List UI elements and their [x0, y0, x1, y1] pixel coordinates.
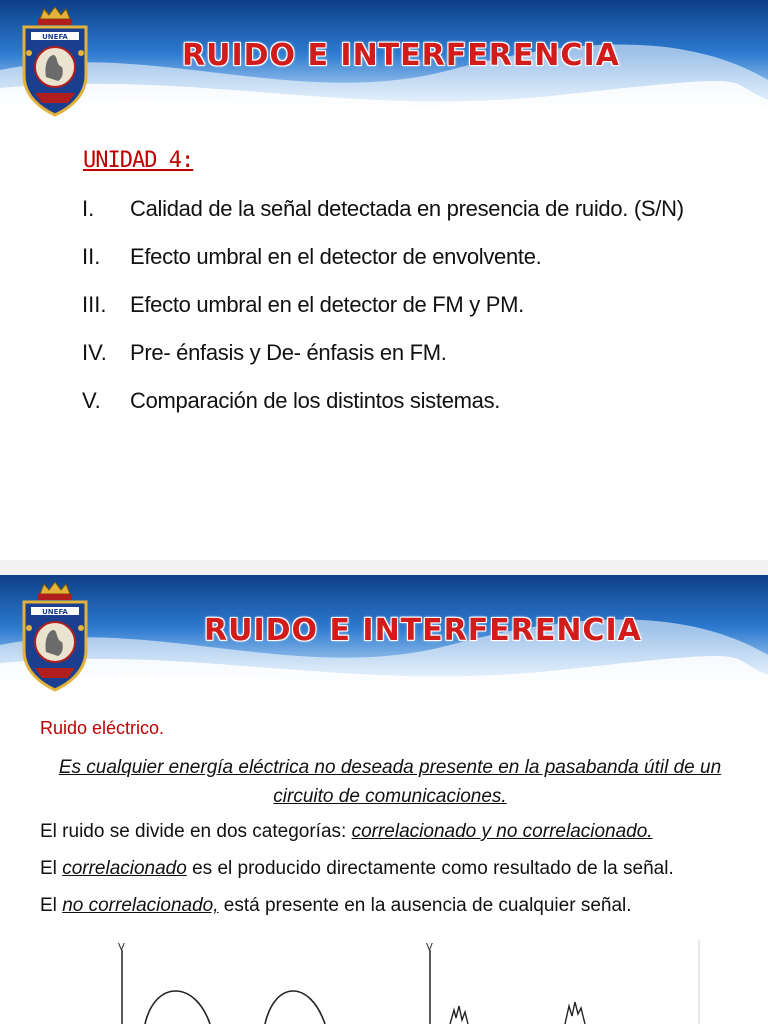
page-separator: [0, 560, 768, 575]
emphasis-text: correlacionado: [62, 858, 187, 879]
right-axis-label: V: [426, 942, 433, 953]
left-axis-label: V: [118, 942, 125, 953]
definition-text: Es cualquier energía eléctrica no deseada presente en la pasabanda útil de un circuito de comunicaciones.: [58, 757, 722, 807]
noise-waveform-figure: [100, 940, 720, 1024]
svg-text:UNEFA: UNEFA: [42, 608, 68, 616]
slide-title: RUIDO E INTERFERENCIA: [204, 613, 642, 648]
item-number: V.: [82, 388, 101, 413]
item-text: Calidad de la señal detectada en presencia de ruido. (S/N): [130, 196, 684, 221]
list-item: [82, 340, 684, 388]
list-item: [82, 388, 684, 436]
line-text: es el producido directamente como resultado de la señal.: [186, 858, 674, 879]
uncorrelated-line: [40, 895, 632, 917]
correlated-line: [40, 858, 674, 880]
line-text: El: [40, 858, 63, 879]
list-item: [82, 292, 684, 340]
svg-text:UNEFA: UNEFA: [42, 33, 68, 41]
emphasis-text: correlacionado y no correlacionado.: [351, 821, 653, 842]
list-item: [82, 244, 684, 292]
list-item: [82, 196, 684, 244]
signal-wave-arc: [145, 991, 210, 1024]
noise-spike: [450, 1006, 468, 1024]
figure-edge: [698, 940, 700, 1024]
item-text: Efecto umbral en el detector de envolvente.: [130, 244, 542, 269]
slide-2: [0, 575, 768, 1024]
item-number: IV.: [82, 340, 107, 365]
categories-line: [40, 821, 653, 843]
slide-title: RUIDO E INTERFERENCIA: [182, 38, 620, 73]
item-number: III.: [82, 292, 107, 317]
item-number: I.: [82, 196, 95, 221]
item-text: Efecto umbral en el detector de FM y PM.: [130, 292, 524, 317]
line-text: está presente en la ausencia de cualquier señal.: [218, 895, 632, 916]
topic-list: [82, 196, 684, 436]
unit-label: UNIDAD 4:: [83, 148, 194, 173]
item-number: II.: [82, 244, 101, 269]
line-text: El ruido se divide en dos categorías:: [40, 821, 352, 842]
signal-wave-arc: [265, 991, 325, 1024]
line-text: El: [40, 895, 63, 916]
item-text: Pre- énfasis y De- énfasis en FM.: [130, 340, 447, 365]
section-heading: Ruido eléctrico.: [40, 718, 165, 738]
emphasis-text: no correlacionado,: [62, 895, 219, 916]
noise-spike: [565, 1002, 585, 1024]
item-text: Comparación de los distintos sistemas.: [130, 388, 501, 413]
university-crest-logo: [18, 5, 92, 117]
university-crest-logo: [18, 580, 92, 692]
